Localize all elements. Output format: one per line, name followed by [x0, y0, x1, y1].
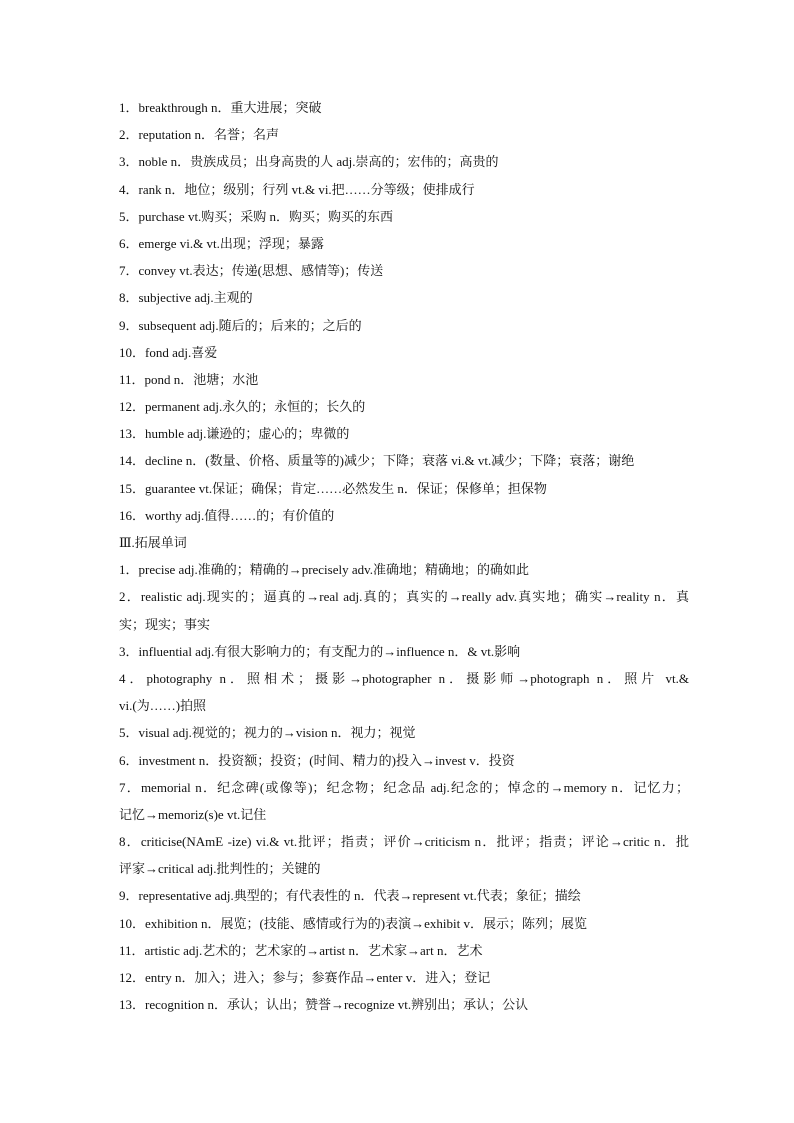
extended-item-9: 9．representative adj.典型的；有代表性的 n．代表→represent vt.代表；象征；描绘: [119, 888, 581, 904]
vocab-item-12: 12．permanent adj.永久的；永恒的；长久的: [119, 399, 366, 415]
extended-item-8-line-2: 评家→critical adj.批判性的；关键的: [119, 861, 321, 877]
vocab-item-7: 7．convey vt.表达；传递(思想、感情等)；传送: [119, 263, 384, 279]
vocab-item-14: 14．decline n．(数量、价格、质量等的)减少；下降；衰落 vi.& vt.减少；下降；衰落；谢绝: [119, 453, 635, 469]
extended-item-8-line-1: 8．criticise(NAmE -ize) vi.& vt.批评；指责；评价→criticism n．批评；指责；评论→critic n．批: [119, 834, 689, 850]
vocab-item-4: 4．rank n．地位；级别；行列 vt.& vi.把……分等级；使排成行: [119, 181, 475, 197]
extended-item-4-line-1: 4．photography n．照相术；摄影→photographer n．摄影师→photograph n．照片 vt.&: [119, 670, 689, 686]
vocab-item-10: 10．fond adj.喜爱: [119, 344, 218, 360]
vocab-item-13: 13．humble adj.谦逊的；虚心的；卑微的: [119, 426, 350, 442]
vocab-item-6: 6．emerge vi.& vt.出现；浮现；暴露: [119, 235, 324, 251]
extended-item-10: 10．exhibition n．展览；(技能、感情或行为的)表演→exhibit v．展示；陈列；展览: [119, 915, 587, 931]
vocab-item-3: 3．noble n．贵族成员；出身高贵的人 adj.崇高的；宏伟的；高贵的: [119, 154, 499, 170]
extended-item-3: 3．influential adj.有很大影响力的；有支配力的→influence n．& vt.影响: [119, 643, 521, 659]
extended-item-12: 12．entry n．加入；进入；参与；参赛作品→enter v．进入；登记: [119, 970, 491, 985]
vocab-item-16: 16．worthy adj.值得……的；有价值的: [119, 507, 335, 523]
extended-item-2-line-2: 实；现实；事实: [119, 616, 211, 632]
extended-item-5: 5．visual adj.视觉的；视力的→vision n．视力；视觉: [119, 725, 416, 741]
vocab-item-8: 8．subjective adj.主观的: [119, 290, 253, 306]
vocab-item-9: 9．subsequent adj.随后的；后来的；之后的: [119, 317, 362, 333]
vocab-item-11: 11．pond n．池塘；水池: [119, 371, 259, 387]
extended-item-2-line-1: 2．realistic adj.现实的；逼真的→real adj.真的；真实的→really adv.真实地；确实→reality n．真: [119, 589, 689, 605]
extended-item-13: 13．recognition n．承认；认出；赞誉→recognize vt.辨别出；承认；公认: [119, 997, 529, 1013]
vocab-item-1: 1．breakthrough n．重大进展；突破: [119, 100, 322, 115]
extended-item-6: 6．investment n．投资额；投资；(时间、精力的)投入→invest v．投资: [119, 752, 515, 768]
extended-item-7-line-2: 记忆→memoriz(s)e vt.记住: [119, 806, 267, 822]
extended-item-4-line-2: vi.(为……)拍照: [119, 698, 207, 714]
section-heading: Ⅲ.拓展单词: [119, 535, 187, 550]
extended-item-1: 1．precise adj.准确的；精确的→precisely adv.准确地；精确地；的确如此: [119, 562, 530, 578]
extended-item-7-line-1: 7．memorial n．纪念碑(或像等)；纪念物；纪念品 adj.纪念的；悼念的→memory n．记忆力；: [119, 779, 689, 795]
vocab-item-2: 2．reputation n．名誉；名声: [119, 127, 279, 143]
vocabulary-page: [119, 94, 689, 1018]
vocab-item-5: 5．purchase vt.购买；采购 n．购买；购买的东西: [119, 208, 394, 224]
extended-item-11: 11．artistic adj.艺术的；艺术家的→artist n．艺术家→art n．艺术: [119, 942, 483, 958]
vocab-item-15: 15．guarantee vt.保证；确保；肯定……必然发生 n．保证；保修单；担保物: [119, 480, 547, 496]
